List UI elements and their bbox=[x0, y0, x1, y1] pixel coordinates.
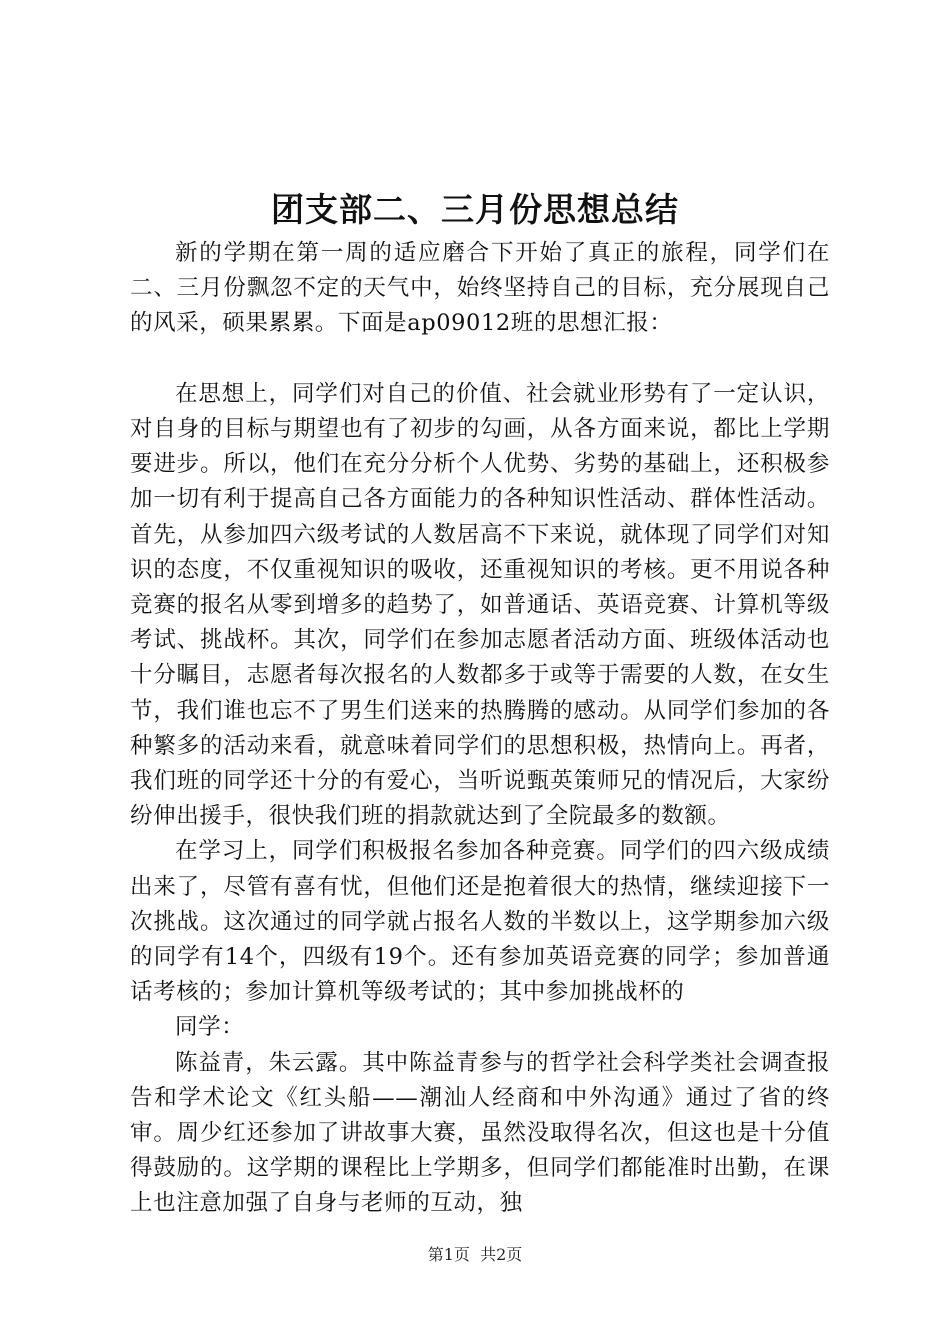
paragraph-study: 在学习上，同学们积极报名参加各种竞赛。同学们的四六级成绩出来了，尽管有喜有忧，但他们还是抱着很大的热情，继续迎接下一次挑战。这次通过的同学就占报名人数的半数以上，这学期参加六级的同学有14个，四级有19个。还有参加英语竞赛的同学；参加普通话考核的；参加计算机等级考试的；其中参加挑战杯的 bbox=[130, 838, 830, 1006]
page-footer bbox=[0, 1244, 950, 1266]
paragraph-thought: 在思想上，同学们对自己的价值、社会就业形势有了一定认识，对自身的目标与期望也有了初步的勾画，从各方面来说，都比上学期要进步。所以，他们在充分分析个人优势、劣势的基础上，还积极参加一切有利于提高自己各方面能力的各种知识性活动、群体性活动。首先，从参加四六级考试的人数居高不下来说，就体现了同学们对知识的态度，不仅重视知识的吸收，还重视知识的考核。更不用说各种竞赛的报名从零到增多的趋势了，如普通话、英语竞赛、计算机等级考试、挑战杯。其次，同学们在参加志愿者活动方面、班级体活动也十分瞩目，志愿者每次报名的人数都多于或等于需要的人数，在女生节，我们谁也忘不了男生们送来的热腾腾的感动。从同学们参加的各种繁多的活动来看，就意味着同学们的思想积极，热情向上。再者，我们班的同学还十分的有爱心，当听说甄英策师兄的情况后，大家纷纷伸出援手，很快我们班的捐款就达到了全院最多的数额。 bbox=[130, 380, 830, 830]
paragraph-classmates: 陈益青，朱云露。其中陈益青参与的哲学社会科学类社会调查报告和学术论文《红头船——潮汕人经商和中外沟通》通过了省的终审。周少红还参加了讲故事大赛，虽然没取得名次，但这也是十分值得鼓励的。这学期的课程比上学期多，但同学们都能准时出勤，在课上也注意加强了自身与老师的互动，独 bbox=[130, 1049, 830, 1217]
paragraph-classmates-label: 同学： bbox=[175, 1014, 245, 1041]
paragraph-spacer bbox=[130, 342, 830, 377]
paragraph-intro: 新的学期在第一周的适应磨合下开始了真正的旅程，同学们在二、三月份飘忽不定的天气中，始终坚持自己的目标，充分展现自己的风采，硕果累累。下面是ap09012班的思想汇报： bbox=[130, 240, 830, 337]
page-total: 共2页 bbox=[480, 1245, 523, 1264]
document-title: 团支部二、三月份思想总结 bbox=[271, 190, 679, 229]
document-body bbox=[130, 236, 830, 1222]
page-number: 第1页 bbox=[427, 1245, 470, 1264]
